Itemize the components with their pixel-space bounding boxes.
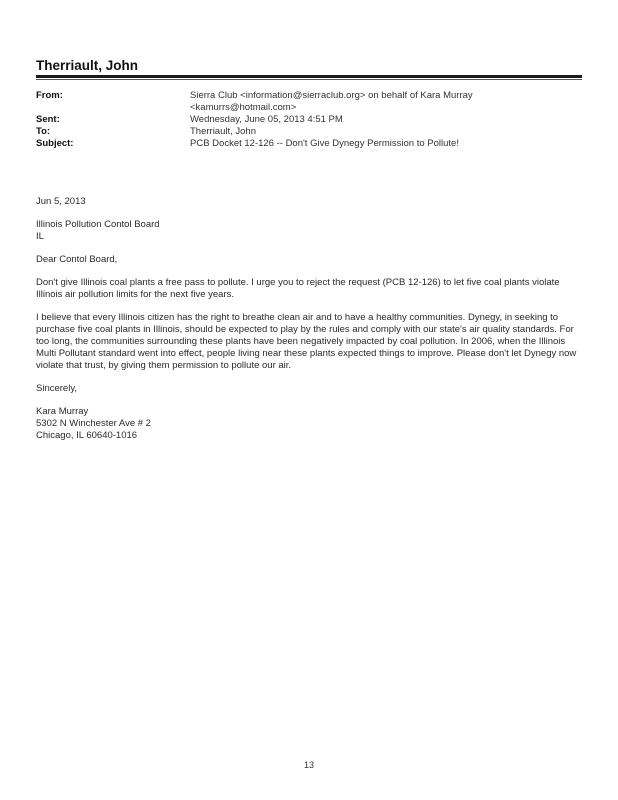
paragraph-1: Don't give Illinois coal plants a free pass to pollute. I urge you to reject the request (PCB 12-126) to let five coal plants violate Illinois air pollution limits for the next five years. xyxy=(36,277,560,300)
sent-label: Sent: xyxy=(36,114,60,125)
signature-address-1: 5302 N Winchester Ave # 2 xyxy=(36,418,151,429)
subject-value: PCB Docket 12-126 -- Don't Give Dynegy Permission to Pollute! xyxy=(190,138,459,149)
page-number: 13 xyxy=(303,760,314,770)
signature-address-2: Chicago, IL 60640-1016 xyxy=(36,430,138,441)
header-divider-thick xyxy=(36,75,582,78)
from-value xyxy=(190,90,550,114)
paragraph-2: I believe that every Illinois citizen has the right to breathe clean air and to have a healthy communities. Dynegy, in seeking to purchase five coal plants in Illinois, should be expected to play by the rules and comply with our state's air quality standards. For too long, the communities surrounding these plants have been negatively impacted by coal pollution. In 2006, when the Illinois Multi Pollutant standard went into effect, people living near these plants expected things to improve. Please don't let Dynegy now violate that trust, by giving them permission to pollute our air. xyxy=(36,312,577,371)
header-divider-thin xyxy=(36,79,582,80)
salutation: Dear Contol Board, xyxy=(36,254,118,265)
from-label: From: xyxy=(36,90,63,101)
from-value-line-1: Sierra Club <information@sierraclub.org> on behalf of Kara Murray xyxy=(190,90,473,101)
to-label: To: xyxy=(36,126,51,137)
recipient-line-2: IL xyxy=(36,231,44,242)
subject-label: Subject: xyxy=(36,138,74,149)
sent-value: Wednesday, June 05, 2013 4:51 PM xyxy=(190,114,343,125)
closing: Sincerely, xyxy=(36,383,78,394)
sender-name: Therriault, John xyxy=(36,58,139,73)
from-value-line-2: <kamurrs@hotmail.com> xyxy=(190,102,297,113)
letter-date: Jun 5, 2013 xyxy=(36,196,86,207)
to-value: Therriault, John xyxy=(190,126,257,137)
email-body xyxy=(36,196,582,453)
recipient-line-1: Illinois Pollution Contol Board xyxy=(36,219,160,230)
signature-name: Kara Murray xyxy=(36,406,89,417)
